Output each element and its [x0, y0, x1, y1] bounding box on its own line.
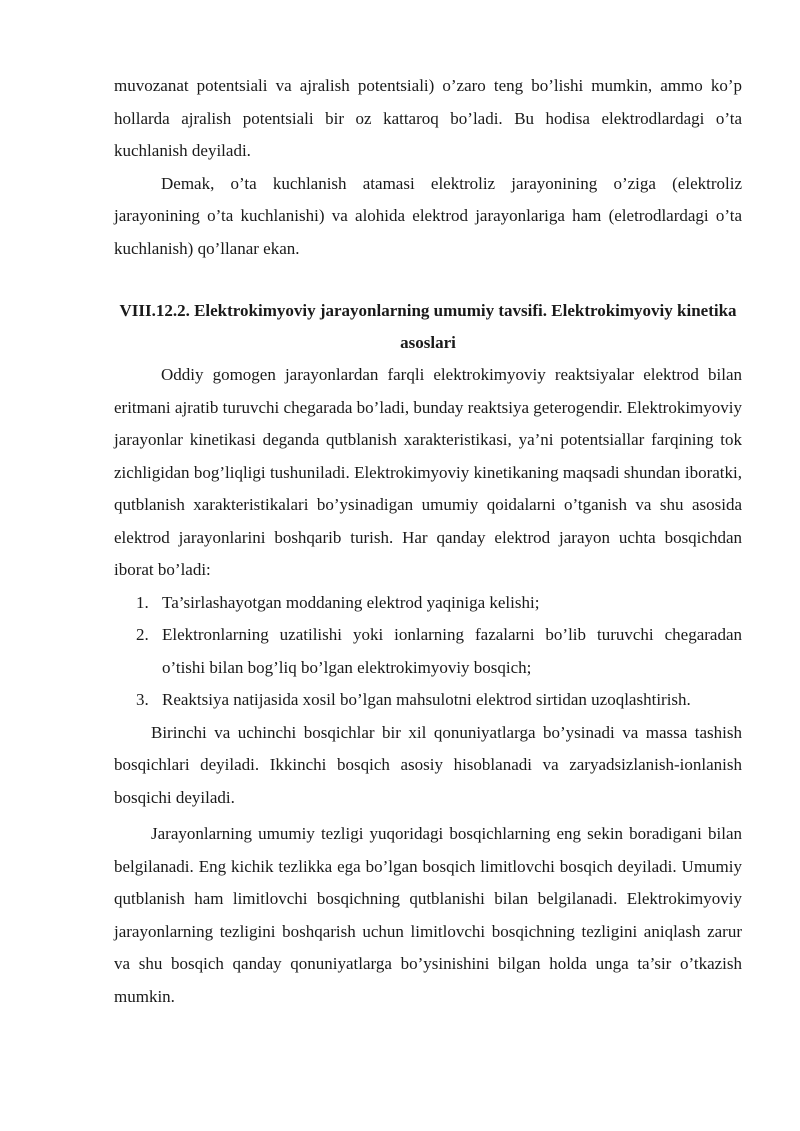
- page-content: [114, 70, 742, 1013]
- stages-list: [114, 587, 742, 717]
- section-heading: VIII.12.2. Elektrokimyoviy jarayonlarning umumiy tavsifi. Elektrokimyoviy kinetika asoslari: [119, 301, 737, 352]
- list-item: [114, 684, 742, 717]
- list-item-text: Ta’sirlashayotgan moddaning elektrod yaqiniga kelishi;: [162, 592, 540, 612]
- list-item: [114, 587, 742, 620]
- list-item-text: Reaktsiya natijasida xosil bo’lgan mahsulotni elektrod sirtidan uzoqlashtirish.: [162, 690, 691, 709]
- paragraph-continued: muvozanat potentsiali va ajralish potentsiali) o’zaro teng bo’lishi mumkin, ammo ko’p hollarda ajralish potentsiali bir oz kattaroq bo’ladi. Bu hodisa elektrodlardagi o’ta kuchlanish deyiladi.: [114, 76, 742, 160]
- list-item-text: Elektronlarning uzatilishi yoki ionlarning fazalarni bo’lib turuvchi chegaradan o’tishi bilan bog’liq bo’lgan elektrokimyoviy bosqich;: [162, 625, 742, 677]
- list-item-number: 3.: [136, 690, 149, 709]
- paragraph-tezlik: Jarayonlarning umumiy tezligi yuqoridagi bosqichlarning eng sekin boradigani bilan belgilanadi. Eng kichik tezlikka ega bo’lgan bosqich limitlovchi bosqich deyiladi. Umumiy qutblanish ham limitlovchi bosqichning qutblanishi bilan belgilanadi. Elektrokimyoviy jarayonlarning tezligini boshqarish uchun limitlovchi bosqichning tezligini aniqlash zarur va shu bosqich qanday qonuniyatlarga bo’ysinishini bilgan holda unga ta’sir o’tkazish mumkin.: [114, 824, 742, 1006]
- paragraph-bosqichlar: Birinchi va uchinchi bosqichlar bir xil qonuniyatlarga bo’ysinadi va massa tashish bosqichlari deyiladi. Ikkinchi bosqich asosiy hisoblanadi va zaryadsizlanish-ionlanish bosqichi deyiladi.: [114, 722, 742, 807]
- list-item: [114, 619, 742, 684]
- paragraph-demak: Demak, o’ta kuchlanish atamasi elektroliz jarayonining o’ziga (elektroliz jarayonining o’ta kuchlanishi) va alohida elektrod jarayonlariga ham (eletrodlardagi o’ta kuchlanish) qo’llanar ekan.: [114, 173, 742, 258]
- paragraph-intro: Oddiy gomogen jarayonlardan farqli elektrokimyoviy reaktsiyalar elektrod bilan eritmani ajratib turuvchi chegarada bo’ladi, bunday reaktsiya geterogendir. Elektrokimyoviy jarayonlar kinetikasi deganda qutblanish xarakteristikasi, ya’ni potentsiallar farqining tok zichligidan bog’liqligi tushuniladi. Elektrokimyoviy kinetikaning maqsadi shundan iboratki, qutblanish xarakteristikalari bo’ysinadigan umumiy qoidalarni o’tganish va shu asosida elektrod jarayonlarini boshqarib turish. Har qanday elektrod jarayon uchta bosqichdan iborat bo’ladi:: [114, 365, 742, 579]
- list-item-number: 2.: [136, 625, 149, 644]
- list-item-number: 1.: [136, 592, 149, 612]
